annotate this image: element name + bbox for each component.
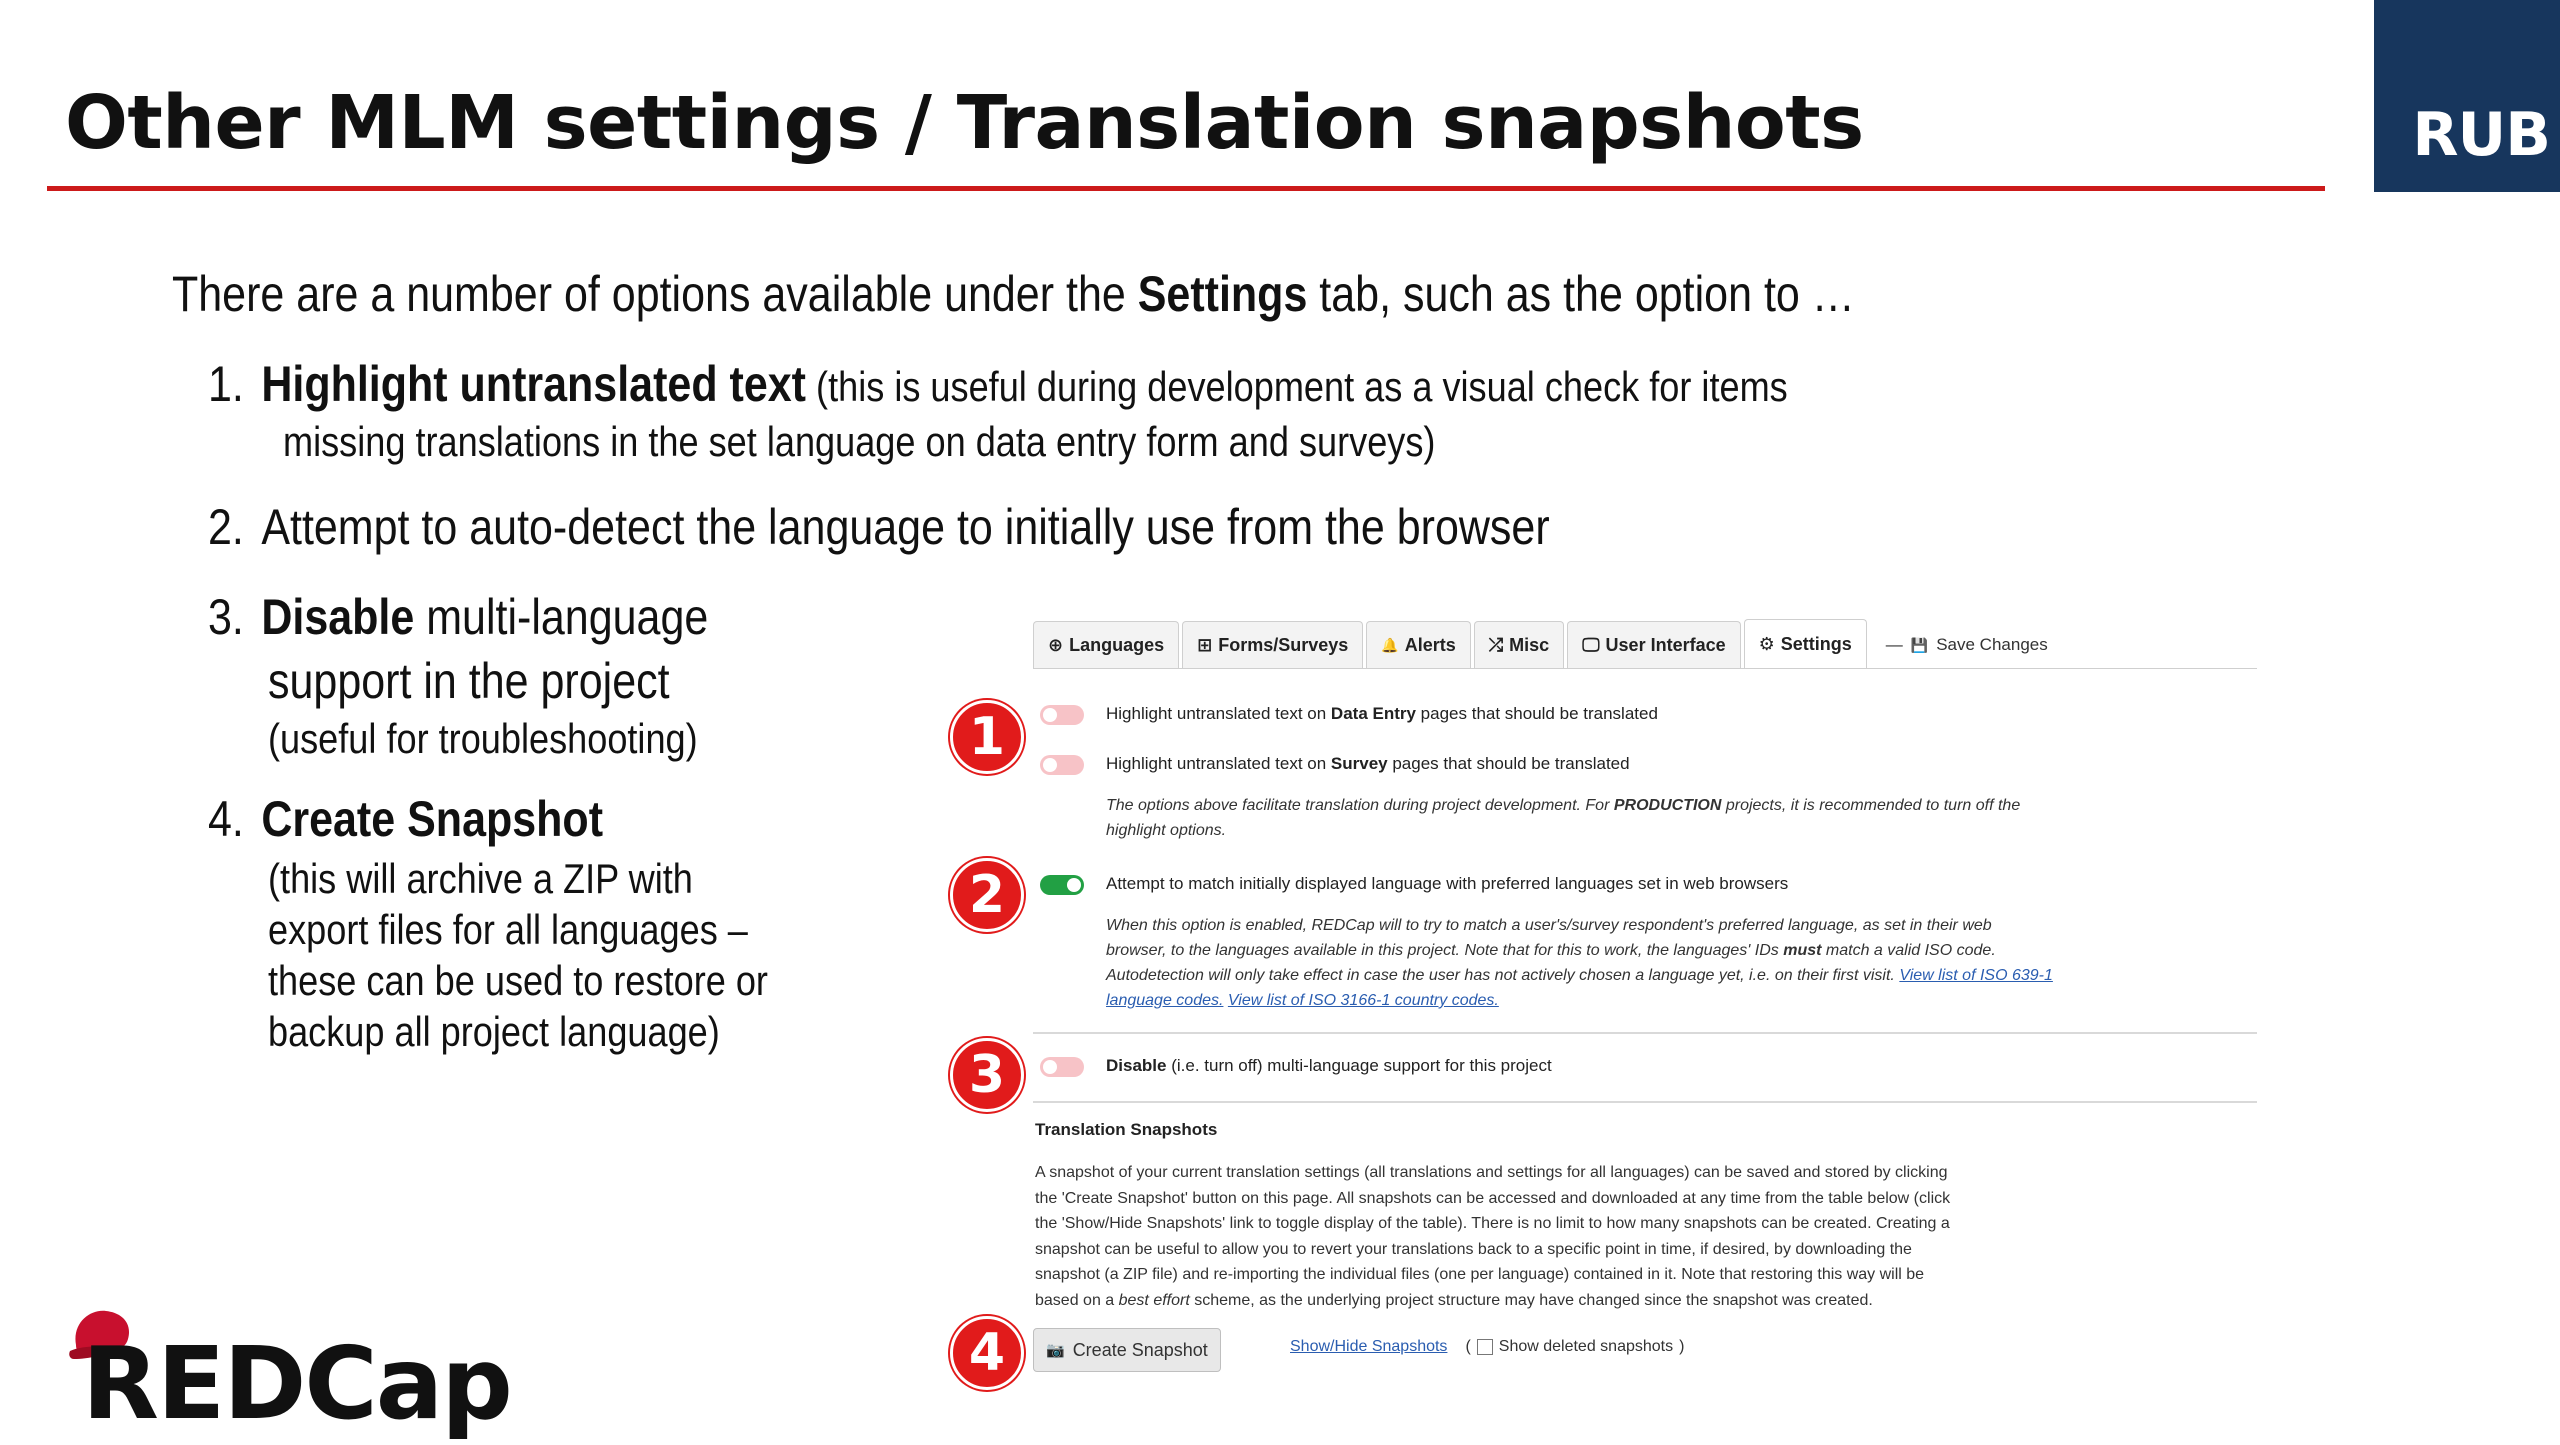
opt-text: Highlight untranslated text on <box>1106 704 1331 723</box>
bell-icon: 🔔 <box>1381 636 1399 653</box>
list-item-3-rest: multi-language <box>414 589 709 645</box>
badge-1: 1 <box>950 700 1024 774</box>
tab-alerts[interactable] <box>1366 621 1470 668</box>
iso-639-link[interactable]: View list of ISO 639-1 <box>1899 967 2053 984</box>
para-line: based on a <box>1035 1291 1119 1309</box>
autodetect-toggle[interactable] <box>1040 875 1084 895</box>
list-item-4-line: backup all project language) <box>268 1008 720 1055</box>
para-line: the 'Create Snapshot' button on this page. All snapshots can be accessed and downloaded at any time from the table below (click <box>1035 1189 1951 1207</box>
list-item-1 <box>208 355 1788 413</box>
list-item-1-line2: missing translations in the set language on data entry form and surveys) <box>283 418 1436 465</box>
snapshot-links <box>1290 1338 1684 1356</box>
tab-misc[interactable] <box>1474 621 1564 668</box>
floppy-icon: 💾 <box>1910 636 1929 653</box>
save-dash: — <box>1885 635 1903 654</box>
create-snapshot-button[interactable] <box>1033 1328 1221 1372</box>
opt-bold: Survey <box>1330 754 1388 773</box>
redcap-logo <box>62 1305 511 1445</box>
disable-mlm-label <box>1106 1056 1552 1076</box>
opt-text: pages that should be translated <box>1387 754 1630 773</box>
badge-4: 4 <box>950 1316 1024 1390</box>
tab-label: User Interface <box>1605 634 1726 655</box>
snapshots-description <box>1035 1160 2235 1313</box>
table-icon: ⊞ <box>1197 634 1213 655</box>
list-item-3-line2: support in the project <box>268 653 670 709</box>
section-divider <box>1033 1101 2257 1103</box>
opt-text: pages that should be translated <box>1415 704 1658 723</box>
list-item-2 <box>208 498 1550 556</box>
slide-title: Other MLM settings / Translation snapshots <box>65 80 1864 166</box>
tab-label: Settings <box>1780 633 1852 654</box>
list-item-1-bold: Highlight untranslated text <box>261 356 807 412</box>
show-deleted-label: Show deleted snapshots <box>1498 1338 1674 1355</box>
camera-icon: 📷 <box>1046 1342 1065 1359</box>
highlight-note <box>1106 793 2226 843</box>
list-item-3-bold: Disable <box>261 589 415 645</box>
list-item-2-text: Attempt to auto-detect the language to initially use from the browser <box>261 499 1550 555</box>
section-divider <box>1033 1032 2257 1034</box>
save-changes-button[interactable] <box>1886 622 2048 668</box>
list-item-4-line: these can be used to restore or <box>268 957 768 1004</box>
snapshots-title: Translation Snapshots <box>1035 1120 1218 1139</box>
note-text: When this option is enabled, REDCap will to try to match a user's/survey respondent's preferred language, as set in their web <box>1106 917 1992 934</box>
note-text: The options above facilitate translation during project development. For <box>1106 797 1614 814</box>
gear-icon: ⚙ <box>1758 633 1775 654</box>
tab-label: Misc <box>1509 634 1550 655</box>
redcap-logo-text: REDCap <box>82 1325 511 1442</box>
tab-label: Languages <box>1069 634 1165 655</box>
tab-languages[interactable] <box>1033 621 1179 668</box>
rub-logo-text: RUB <box>2412 100 2550 170</box>
highlight-survey-toggle[interactable] <box>1040 755 1084 775</box>
create-snapshot-label: Create Snapshot <box>1072 1339 1208 1360</box>
paren-close: ) <box>1679 1338 1685 1355</box>
opt-bold: Disable <box>1106 1056 1167 1075</box>
highlight-data-entry-label <box>1106 704 1658 724</box>
opt-text: Highlight untranslated text on <box>1106 754 1331 773</box>
monitor-icon: 🖵 <box>1582 634 1600 655</box>
list-item-4 <box>208 790 603 848</box>
highlight-survey-label <box>1106 754 1630 774</box>
intro-bold: Settings <box>1137 266 1308 322</box>
note-text: highlight options. <box>1106 822 1227 839</box>
autodetect-note <box>1106 913 2226 1013</box>
list-number: 1. <box>208 356 244 412</box>
show-hide-snapshots-link[interactable]: Show/Hide Snapshots <box>1290 1338 1448 1355</box>
list-number: 2. <box>208 499 244 555</box>
opt-text: (i.e. turn off) multi-language support for this project <box>1166 1056 1552 1075</box>
note-bold: must <box>1783 942 1822 959</box>
note-text: Autodetection will only take effect in case the user has not actively chosen a language yet, i.e. on their first visit. <box>1106 967 1900 984</box>
para-em: best effort <box>1118 1291 1190 1309</box>
list-number: 4. <box>208 791 244 847</box>
tab-label: Forms/Surveys <box>1218 634 1349 655</box>
tab-forms-surveys[interactable] <box>1182 621 1363 668</box>
para-line: snapshot (a ZIP file) and re-importing the individual files (one per language) contained in it. Note that restoring this way will be <box>1035 1266 1925 1283</box>
title-divider <box>47 186 2325 191</box>
settings-tabs <box>1033 620 2048 668</box>
paren-open: ( <box>1465 1338 1471 1355</box>
language-codes-link[interactable]: language codes. <box>1106 992 1224 1009</box>
intro-text <box>172 265 1855 323</box>
tab-user-interface[interactable] <box>1567 621 1740 668</box>
badge-3: 3 <box>950 1038 1024 1112</box>
para-line: A snapshot of your current translation settings (all translations and settings for all languages) can be saved and stored by clicking <box>1035 1164 1948 1181</box>
note-bold: PRODUCTION <box>1613 797 1722 814</box>
para-line: snapshot can be useful to allow you to revert your translations back to a specific point in time, if desired, by downloading the <box>1035 1240 1912 1258</box>
note-text: match a valid ISO code. <box>1821 942 1996 959</box>
tab-label: Alerts <box>1404 634 1456 655</box>
autodetect-label: Attempt to match initially displayed language with preferred languages set in web browsers <box>1106 874 1789 893</box>
opt-bold: Data Entry <box>1330 704 1416 723</box>
list-item-4-line: export files for all languages – <box>268 906 748 953</box>
tabs-divider <box>1033 668 2257 669</box>
list-item-4-bold: Create Snapshot <box>261 791 604 847</box>
highlight-data-entry-toggle[interactable] <box>1040 705 1084 725</box>
shuffle-icon: ⤮ <box>1488 634 1504 655</box>
list-number: 3. <box>208 589 244 645</box>
note-text: projects, it is recommended to turn off the <box>1721 797 2021 814</box>
badge-2: 2 <box>950 858 1024 932</box>
note-text: browser, to the languages available in this project. Note that for this to work, the languages' IDs <box>1106 942 1784 959</box>
list-item-1-rest: (this is useful during development as a visual check for items <box>806 363 1788 410</box>
disable-mlm-toggle[interactable] <box>1040 1057 1084 1077</box>
save-label: Save Changes <box>1936 635 2048 654</box>
globe-icon: ⊕ <box>1048 634 1064 655</box>
show-deleted-checkbox[interactable] <box>1477 1339 1493 1355</box>
para-line: the 'Show/Hide Snapshots' link to toggle display of the table). There is no limit to how many snapshots can be created. Creating a <box>1035 1215 1950 1232</box>
tab-settings[interactable] <box>1744 619 1867 668</box>
intro-post: tab, such as the option to … <box>1307 266 1855 322</box>
list-item-3-line3: (useful for troubleshooting) <box>268 715 698 762</box>
iso-3166-link[interactable]: View list of ISO 3166-1 country codes. <box>1227 992 1499 1009</box>
list-item-3 <box>208 588 708 646</box>
para-line: scheme, as the underlying project structure may have changed since the snapshot was created. <box>1189 1291 1873 1309</box>
rub-logo <box>2374 0 2560 192</box>
intro-pre: There are a number of options available under the <box>172 266 1138 322</box>
list-item-4-line: (this will archive a ZIP with <box>268 855 693 902</box>
